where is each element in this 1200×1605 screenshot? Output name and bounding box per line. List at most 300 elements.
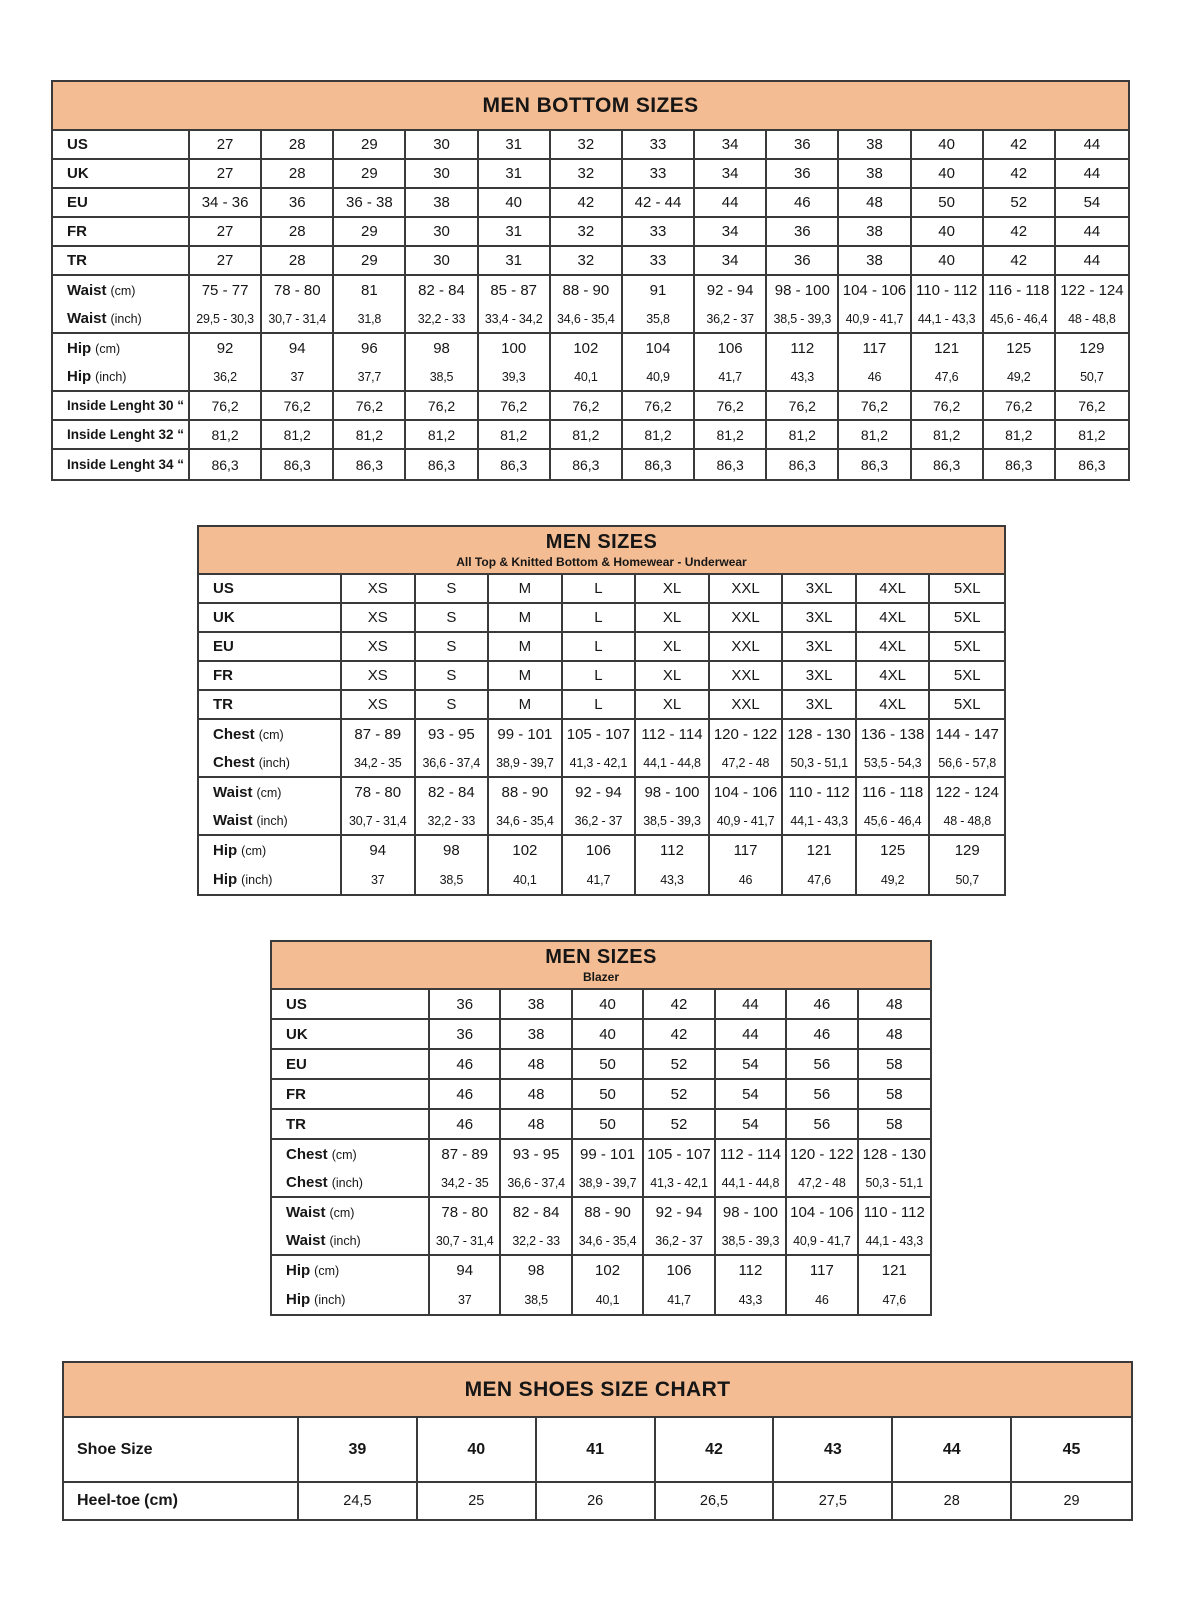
cell-value: 34	[695, 160, 767, 187]
cell-value: 38,5	[501, 1285, 572, 1314]
cell-value: 36,6 - 37,4	[501, 1169, 572, 1196]
cell-value: 40,1	[489, 865, 563, 894]
cell-value: 50	[912, 189, 984, 216]
table-row-fr	[272, 1080, 930, 1110]
cell-value: 48	[839, 189, 911, 216]
cell-value: S	[416, 691, 490, 718]
cell-value: 42	[551, 189, 623, 216]
cell-value: 48 - 48,8	[1068, 311, 1116, 326]
cell-value: 112 - 114	[636, 720, 710, 749]
cell-value: 5XL	[953, 609, 981, 626]
cell-value: 81,2	[623, 421, 695, 448]
cell-value: 28	[262, 247, 334, 274]
cell-value: 78 - 80	[342, 778, 416, 807]
cell-value: 52	[644, 1080, 715, 1108]
cell-value: 34	[695, 218, 767, 245]
table-row-fr	[199, 662, 1004, 691]
cell-value: 36	[767, 160, 839, 187]
cell-value: XXL	[710, 604, 784, 631]
row-label: Hip (inch)	[53, 363, 190, 390]
cell-value: 91	[623, 276, 695, 305]
cell-value: 27	[190, 131, 262, 158]
row-label: Chest (inch)	[272, 1169, 430, 1196]
table-row-waist-cm	[272, 1198, 930, 1227]
cell-value: 98 - 100	[716, 1198, 787, 1227]
cell-value: S	[416, 575, 490, 602]
row-label: UK	[199, 604, 342, 631]
cell-value: 46	[787, 1285, 858, 1314]
cell-value: 104 - 106	[839, 276, 911, 305]
cell-value: 48	[885, 995, 903, 1013]
cell-value: 86,3	[984, 450, 1056, 479]
table-body	[53, 131, 1128, 479]
cell-value: 28	[262, 131, 334, 158]
cell-value: 86,3	[839, 450, 911, 479]
cell-value: 40,9 - 41,7	[787, 1227, 858, 1254]
cell-value: 99 - 101	[573, 1140, 644, 1169]
cell-value: 98	[501, 1256, 572, 1285]
cell-value: 117	[787, 1256, 858, 1285]
row-label: Inside Lenght 30 “	[53, 392, 190, 419]
cell-value: L	[563, 662, 637, 689]
table-row-hip-cm	[272, 1256, 930, 1285]
cell-value: 5XL	[953, 580, 981, 597]
cell-value: 81,2	[912, 421, 984, 448]
cell-value: 33	[623, 218, 695, 245]
cell-value: 40	[912, 160, 984, 187]
table-row-inside-lenght-34	[53, 450, 1128, 479]
cell-value: 35,8	[623, 305, 695, 332]
cell-value: 32,2 - 33	[406, 305, 478, 332]
cell-value: 33	[623, 160, 695, 187]
cell-value: 98 - 100	[767, 276, 839, 305]
cell-value: 30,7 - 31,4	[262, 305, 334, 332]
cell-value: 50	[573, 1110, 644, 1138]
table-row-eu	[53, 189, 1128, 218]
cell-value: 36	[262, 189, 334, 216]
table-title: MEN SIZES	[545, 531, 658, 553]
cell-value: 36	[767, 247, 839, 274]
table-body	[272, 990, 930, 1314]
cell-value: 47,6	[882, 1292, 907, 1307]
cell-value: 42 - 44	[623, 189, 695, 216]
cell-value: XS	[342, 691, 416, 718]
cell-value: 102	[573, 1256, 644, 1285]
cell-value: 36,2 - 37	[563, 807, 637, 834]
table-header	[64, 1363, 1131, 1418]
cell-value: 110 - 112	[783, 778, 857, 807]
cell-value: 29	[334, 218, 406, 245]
table-row-waist-inch	[199, 807, 1004, 836]
cell-value: 5XL	[953, 638, 981, 655]
cell-value: 45,6 - 46,4	[984, 305, 1056, 332]
cell-value: 76,2	[623, 392, 695, 419]
cell-value: L	[563, 575, 637, 602]
cell-value: 86,3	[912, 450, 984, 479]
table-row-eu	[272, 1050, 930, 1080]
row-label: Hip (cm)	[199, 836, 342, 865]
table-row-hip-inch	[199, 865, 1004, 894]
cell-value: 38	[501, 1020, 572, 1048]
cell-value: 28	[262, 160, 334, 187]
cell-value: 38,9 - 39,7	[489, 749, 563, 776]
cell-value: 36 - 38	[334, 189, 406, 216]
cell-value: 46	[430, 1050, 501, 1078]
cell-value: 81	[334, 276, 406, 305]
cell-value: 38,5 - 39,3	[716, 1227, 787, 1254]
cell-value: 98	[416, 836, 490, 865]
cell-value: 50	[573, 1050, 644, 1078]
cell-value: 116 - 118	[984, 276, 1056, 305]
cell-value: 46	[839, 363, 911, 390]
cell-value: 81,2	[334, 421, 406, 448]
cell-value: 44,1 - 43,3	[783, 807, 857, 834]
cell-value: 34,2 - 35	[342, 749, 416, 776]
cell-value: 37	[430, 1285, 501, 1314]
cell-value: 88 - 90	[573, 1198, 644, 1227]
cell-value: M	[489, 662, 563, 689]
cell-value: 86,3	[190, 450, 262, 479]
cell-value: 86,3	[623, 450, 695, 479]
table-row-waist-cm	[199, 778, 1004, 807]
cell-value: 31	[479, 131, 551, 158]
table-header	[272, 942, 930, 990]
cell-value: 48 - 48,8	[943, 813, 991, 828]
men-sizes-top-table	[197, 525, 1006, 896]
cell-value: 41,3 - 42,1	[563, 749, 637, 776]
cell-value: 32,2 - 33	[416, 807, 490, 834]
cell-value: 48	[885, 1025, 903, 1043]
cell-value: 42	[984, 218, 1056, 245]
cell-value: 36	[767, 218, 839, 245]
cell-value: 58	[885, 1055, 903, 1073]
cell-value: 5XL	[953, 696, 981, 713]
cell-value: 86,3	[479, 450, 551, 479]
cell-value: 46	[767, 189, 839, 216]
cell-value: 4XL	[857, 575, 931, 602]
cell-value: 43	[774, 1418, 893, 1481]
cell-value: XL	[636, 575, 710, 602]
cell-value: 98 - 100	[636, 778, 710, 807]
cell-value: 104 - 106	[710, 778, 784, 807]
cell-value: 50,7	[955, 872, 979, 887]
cell-value: 30	[406, 218, 478, 245]
cell-value: 76,2	[190, 392, 262, 419]
cell-value: 3XL	[783, 633, 857, 660]
cell-value: 56	[787, 1050, 858, 1078]
cell-value: M	[489, 633, 563, 660]
cell-value: 4XL	[857, 604, 931, 631]
cell-value: 33,4 - 34,2	[479, 305, 551, 332]
row-label: Inside Lenght 32 “	[53, 421, 190, 448]
cell-value: 31	[479, 247, 551, 274]
cell-value: 40	[912, 247, 984, 274]
cell-value: 29	[334, 131, 406, 158]
cell-value: 24,5	[299, 1483, 418, 1519]
cell-value: 27,5	[774, 1483, 893, 1519]
cell-value: 92 - 94	[695, 276, 767, 305]
cell-value: 36,2 - 37	[644, 1227, 715, 1254]
table-row-waist-inch	[272, 1227, 930, 1256]
table-row-tr	[199, 691, 1004, 720]
cell-value: L	[563, 691, 637, 718]
cell-value: 3XL	[783, 691, 857, 718]
cell-value: 44,1 - 44,8	[716, 1169, 787, 1196]
cell-value: 56	[787, 1110, 858, 1138]
table-header	[53, 82, 1128, 131]
cell-value: 78 - 80	[430, 1198, 501, 1227]
cell-value: 81,2	[695, 421, 767, 448]
cell-value: 53,5 - 54,3	[857, 749, 931, 776]
men-shoes-size-chart-table	[62, 1361, 1133, 1521]
cell-value: 129	[954, 842, 980, 859]
row-label: Chest (inch)	[199, 749, 342, 776]
row-label: TR	[53, 247, 190, 274]
cell-value: 122 - 124	[935, 784, 999, 801]
cell-value: 44,1 - 43,3	[912, 305, 984, 332]
cell-value: 44	[1083, 223, 1101, 240]
table-row-chest-inch	[272, 1169, 930, 1198]
table-row-chest-cm	[199, 720, 1004, 749]
cell-value: 25	[418, 1483, 537, 1519]
cell-value: 112 - 114	[716, 1140, 787, 1169]
cell-value: 5XL	[953, 667, 981, 684]
table-row-waist-cm	[53, 276, 1128, 305]
row-label: Heel-toe (cm)	[64, 1483, 299, 1519]
cell-value: 41	[537, 1418, 656, 1481]
cell-value: 42	[984, 160, 1056, 187]
cell-value: 86,3	[695, 450, 767, 479]
row-label: FR	[199, 662, 342, 689]
table-row-eu	[199, 633, 1004, 662]
cell-value: 102	[551, 334, 623, 363]
table-row-inside-lenght-32	[53, 421, 1128, 450]
cell-value: 34 - 36	[190, 189, 262, 216]
cell-value: 34,2 - 35	[430, 1169, 501, 1196]
cell-value: 26	[537, 1483, 656, 1519]
cell-value: 42	[644, 990, 715, 1018]
cell-value: 52	[984, 189, 1056, 216]
cell-value: 34,6 - 35,4	[489, 807, 563, 834]
cell-value: 38,9 - 39,7	[573, 1169, 644, 1196]
cell-value: 45	[1062, 1440, 1081, 1458]
cell-value: 47,2 - 48	[710, 749, 784, 776]
cell-value: 86,3	[334, 450, 406, 479]
cell-value: XL	[636, 662, 710, 689]
table-row-us	[199, 575, 1004, 604]
cell-value: 41,7	[695, 363, 767, 390]
cell-value: 41,7	[644, 1285, 715, 1314]
cell-value: XL	[636, 691, 710, 718]
cell-value: 28	[262, 218, 334, 245]
row-label: US	[53, 131, 190, 158]
cell-value: 38	[501, 990, 572, 1018]
cell-value: 36	[430, 990, 501, 1018]
row-label: FR	[272, 1080, 430, 1108]
cell-value: 44	[695, 189, 767, 216]
table-row-hip-cm	[199, 836, 1004, 865]
cell-value: 88 - 90	[551, 276, 623, 305]
cell-value: 54	[716, 1080, 787, 1108]
cell-value: 50	[573, 1080, 644, 1108]
cell-value: 26,5	[656, 1483, 775, 1519]
cell-value: 34	[695, 131, 767, 158]
cell-value: 29	[1063, 1493, 1080, 1509]
table-row-waist-inch	[53, 305, 1128, 334]
cell-value: 38,5	[406, 363, 478, 390]
cell-value: 82 - 84	[416, 778, 490, 807]
cell-value: 81,2	[551, 421, 623, 448]
cell-value: 38,5 - 39,3	[767, 305, 839, 332]
cell-value: 4XL	[857, 633, 931, 660]
table-row-shoe-size	[64, 1418, 1131, 1483]
cell-value: 28	[893, 1483, 1012, 1519]
cell-value: 38	[839, 247, 911, 274]
cell-value: 47,6	[783, 865, 857, 894]
cell-value: 41,3 - 42,1	[644, 1169, 715, 1196]
cell-value: 34,6 - 35,4	[573, 1227, 644, 1254]
cell-value: 47,6	[912, 363, 984, 390]
cell-value: 76,2	[262, 392, 334, 419]
cell-value: 33	[623, 131, 695, 158]
cell-value: 106	[644, 1256, 715, 1285]
cell-value: 38	[406, 189, 478, 216]
cell-value: 36	[767, 131, 839, 158]
table-row-tr	[53, 247, 1128, 276]
cell-value: 75 - 77	[190, 276, 262, 305]
cell-value: 40	[573, 1020, 644, 1048]
cell-value: 96	[334, 334, 406, 363]
cell-value: 30,7 - 31,4	[430, 1227, 501, 1254]
table-row-chest-cm	[272, 1140, 930, 1169]
men-bottom-sizes-table	[51, 80, 1130, 481]
cell-value: 88 - 90	[489, 778, 563, 807]
cell-value: 76,2	[551, 392, 623, 419]
cell-value: 85 - 87	[479, 276, 551, 305]
cell-value: 40	[418, 1418, 537, 1481]
cell-value: 43,3	[767, 363, 839, 390]
cell-value: 81,2	[1078, 426, 1106, 443]
cell-value: 92 - 94	[563, 778, 637, 807]
cell-value: XXL	[710, 662, 784, 689]
cell-value: 3XL	[783, 662, 857, 689]
cell-value: 129	[1079, 340, 1105, 357]
table-row-hip-inch	[53, 363, 1128, 392]
cell-value: 40	[479, 189, 551, 216]
cell-value: 38,5	[416, 865, 490, 894]
row-label: UK	[53, 160, 190, 187]
cell-value: 104	[623, 334, 695, 363]
cell-value: 117	[839, 334, 911, 363]
row-label: Hip (inch)	[272, 1285, 430, 1314]
cell-value: 46	[430, 1110, 501, 1138]
row-label: Waist (cm)	[199, 778, 342, 807]
row-label: EU	[53, 189, 190, 216]
cell-value: 46	[787, 990, 858, 1018]
cell-value: 44	[716, 1020, 787, 1048]
cell-value: 106	[695, 334, 767, 363]
row-label: Waist (cm)	[272, 1198, 430, 1227]
cell-value: 37	[262, 363, 334, 390]
cell-value: XS	[342, 604, 416, 631]
cell-value: 93 - 95	[416, 720, 490, 749]
cell-value: 37,7	[334, 363, 406, 390]
row-label: Hip (inch)	[199, 865, 342, 894]
cell-value: 76,2	[912, 392, 984, 419]
cell-value: 44	[1083, 165, 1101, 182]
cell-value: 47,2 - 48	[787, 1169, 858, 1196]
cell-value: 48	[501, 1080, 572, 1108]
cell-value: L	[563, 633, 637, 660]
cell-value: 48	[501, 1110, 572, 1138]
cell-value: 121	[912, 334, 984, 363]
cell-value: 4XL	[857, 691, 931, 718]
cell-value: S	[416, 662, 490, 689]
cell-value: 41,7	[563, 865, 637, 894]
cell-value: 32	[551, 131, 623, 158]
cell-value: XS	[342, 633, 416, 660]
cell-value: 46	[787, 1020, 858, 1048]
cell-value: 33	[623, 247, 695, 274]
cell-value: 86,3	[262, 450, 334, 479]
cell-value: 76,2	[406, 392, 478, 419]
cell-value: 76,2	[695, 392, 767, 419]
cell-value: 42	[644, 1020, 715, 1048]
cell-value: 128 - 130	[862, 1146, 926, 1163]
cell-value: 48	[501, 1050, 572, 1078]
cell-value: 102	[489, 836, 563, 865]
cell-value: 117	[710, 836, 784, 865]
cell-value: 3XL	[783, 575, 857, 602]
table-row-inside-lenght-30	[53, 392, 1128, 421]
cell-value: XS	[342, 575, 416, 602]
cell-value: 30,7 - 31,4	[342, 807, 416, 834]
cell-value: 104 - 106	[787, 1198, 858, 1227]
cell-value: 30	[406, 247, 478, 274]
table-subtitle: All Top & Knitted Bottom & Homewear - Underwear	[456, 555, 747, 569]
cell-value: XL	[636, 604, 710, 631]
men-sizes-blazer-table	[270, 940, 932, 1316]
cell-value: 86,3	[551, 450, 623, 479]
cell-value: 121	[881, 1262, 907, 1279]
table-row-hip-inch	[272, 1285, 930, 1314]
table-row-us	[53, 131, 1128, 160]
row-label: FR	[53, 218, 190, 245]
row-label: UK	[272, 1020, 430, 1048]
cell-value: 81,2	[262, 421, 334, 448]
cell-value: 86,3	[767, 450, 839, 479]
cell-value: 54	[716, 1110, 787, 1138]
cell-value: 110 - 112	[863, 1204, 925, 1221]
cell-value: 46	[710, 865, 784, 894]
table-row-hip-cm	[53, 334, 1128, 363]
cell-value: 99 - 101	[489, 720, 563, 749]
cell-value: 112	[636, 836, 710, 865]
row-label: Chest (cm)	[199, 720, 342, 749]
cell-value: 44	[893, 1418, 1012, 1481]
cell-value: 49,2	[984, 363, 1056, 390]
cell-value: 120 - 122	[710, 720, 784, 749]
cell-value: 34	[695, 247, 767, 274]
cell-value: M	[489, 604, 563, 631]
cell-value: 93 - 95	[501, 1140, 572, 1169]
cell-value: 54	[716, 1050, 787, 1078]
cell-value: 58	[885, 1085, 903, 1103]
cell-value: 36,2	[190, 363, 262, 390]
cell-value: 52	[644, 1110, 715, 1138]
table-row-chest-inch	[199, 749, 1004, 778]
cell-value: 44	[716, 990, 787, 1018]
